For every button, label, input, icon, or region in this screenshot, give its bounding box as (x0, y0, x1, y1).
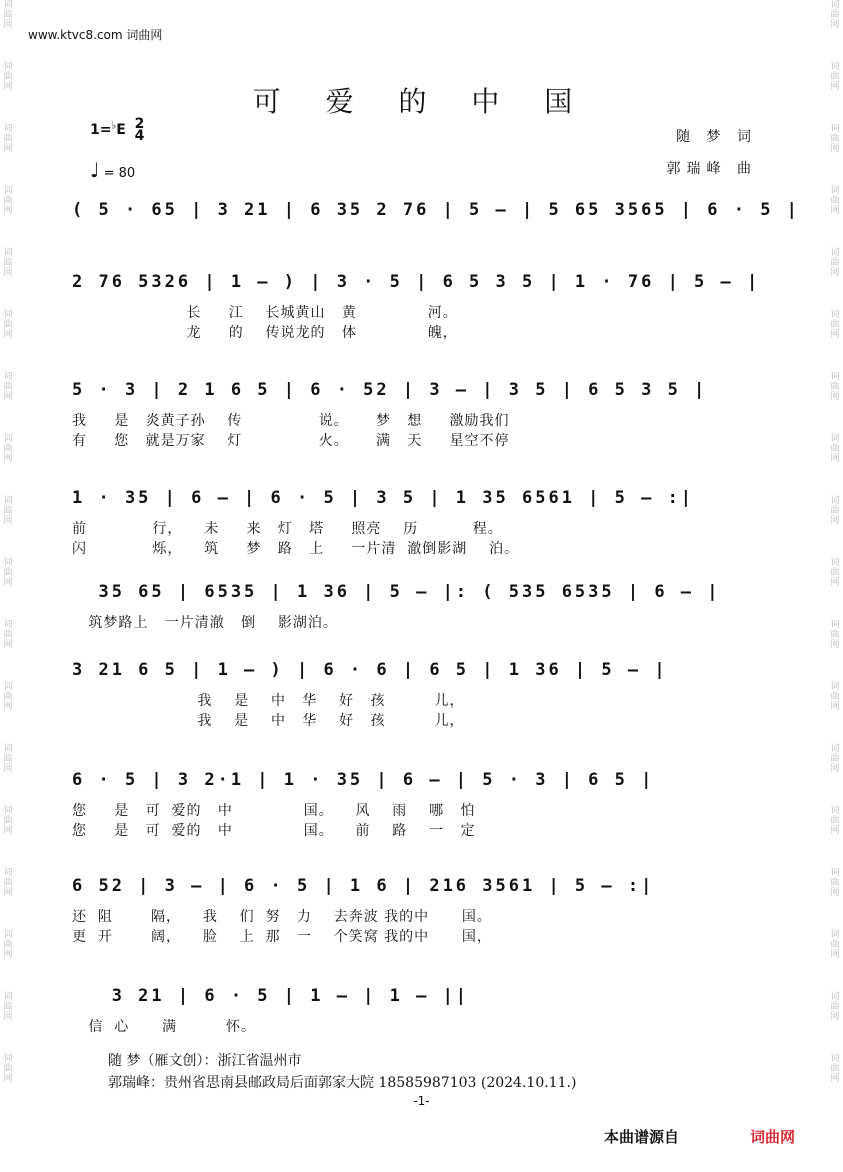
watermark-char: 词 (830, 930, 840, 940)
watermark-char: 曲 (3, 692, 13, 702)
watermark-char: 词 (830, 744, 840, 754)
watermark-char: 词 (830, 806, 840, 816)
watermark-char: 曲 (830, 754, 840, 764)
watermark-char: 词 (830, 248, 840, 258)
watermark-glyphs (829, 682, 841, 744)
watermark-char: 网 (3, 1074, 13, 1084)
watermark-char: 曲 (3, 940, 13, 950)
composer-credit: 郭瑞峰 曲 (666, 161, 757, 177)
watermark-glyphs (829, 992, 841, 1054)
watermark-char: 网 (3, 20, 13, 30)
watermark-char: 词 (3, 930, 13, 940)
notation-line: 6 · 5 | 3 2·1 | 1 · 35 | 6 – | 5 · 3 | 6 5 | (72, 770, 655, 790)
watermark-char: 曲 (830, 630, 840, 640)
watermark-char: 曲 (3, 1064, 13, 1074)
watermark-char: 曲 (830, 692, 840, 702)
source-site-link[interactable]: 词曲网 (750, 1128, 796, 1146)
watermark-char: 词 (3, 186, 13, 196)
watermark-char: 网 (3, 82, 13, 92)
watermark-glyphs (829, 930, 841, 992)
watermark-glyphs (829, 124, 841, 186)
song-title: 可 爱 的 中 国 (252, 85, 591, 118)
watermark-glyphs (829, 620, 841, 682)
watermark-char: 词 (830, 620, 840, 630)
watermark-char: 网 (3, 268, 13, 278)
key-signature (90, 118, 144, 142)
lyric-line: 我 是 中 华 好 孩 儿， (72, 693, 465, 709)
watermark-char: 曲 (830, 940, 840, 950)
time-signature (135, 118, 145, 142)
watermark-char: 网 (3, 392, 13, 402)
watermark-char: 曲 (3, 72, 13, 82)
watermark-char: 网 (3, 516, 13, 526)
watermark-char: 曲 (830, 878, 840, 888)
notation-line: 3 21 6 5 | 1 – ) | 6 · 6 | 6 5 | 1 36 | 5 – | (72, 660, 668, 680)
watermark-char: 曲 (3, 258, 13, 268)
lyric-line: 您 是 可 爱的 中 国。 风 雨 哪 怕 (72, 803, 476, 819)
lyric-line: 长 江 长城黄山 黄 河。 (72, 305, 458, 321)
watermark-char: 曲 (3, 444, 13, 454)
footer-line-1: 随 梦（雁文创）：浙江省温州市 (108, 1053, 302, 1069)
watermark-char: 词 (3, 558, 13, 568)
watermark-char: 曲 (3, 1002, 13, 1012)
watermark-char: 网 (830, 950, 840, 960)
watermark-char: 网 (830, 82, 840, 92)
lyric-line: 闪 烁， 筑 梦 路 上 一片清 澈倒影湖 泊。 (72, 541, 520, 557)
watermark-char: 网 (3, 950, 13, 960)
watermark-glyphs (829, 248, 841, 310)
page-number: -1- (413, 1094, 430, 1108)
watermark-char: 词 (3, 248, 13, 258)
watermark-char: 曲 (830, 506, 840, 516)
watermark-glyphs (829, 0, 841, 62)
watermark-char: 曲 (3, 196, 13, 206)
watermark-char: 词 (3, 682, 13, 692)
watermark-glyphs (2, 682, 14, 744)
watermark-char: 曲 (830, 568, 840, 578)
watermark-glyphs (829, 868, 841, 930)
lyric-line: 龙 的 传说龙的 体 魄， (72, 325, 458, 341)
watermark-char: 网 (3, 888, 13, 898)
lyric-line: 更 开 阔， 脸 上 那 一 个笑窝 我的中 国， (72, 929, 492, 945)
watermark-char: 词 (3, 434, 13, 444)
watermark-char: 网 (830, 20, 840, 30)
watermark-char: 曲 (3, 816, 13, 826)
watermark-char: 词 (3, 62, 13, 72)
watermark-char: 网 (830, 516, 840, 526)
watermark-char: 词 (3, 620, 13, 630)
watermark-glyphs (829, 372, 841, 434)
watermark-glyphs (829, 744, 841, 806)
watermark-glyphs (2, 744, 14, 806)
watermark-char: 网 (3, 578, 13, 588)
watermark-char: 曲 (3, 630, 13, 640)
watermark-char: 网 (830, 826, 840, 836)
footer-line-2: 郭瑞峰：贵州省思南县邮政局后面郭家大院 18585987103 (2024.10.11.) (108, 1075, 577, 1091)
watermark-char: 曲 (3, 878, 13, 888)
watermark-char: 词 (3, 806, 13, 816)
watermark-char: 曲 (830, 258, 840, 268)
watermark-char: 词 (3, 744, 13, 754)
watermark-char: 词 (830, 868, 840, 878)
watermark-char: 网 (3, 1012, 13, 1022)
lyric-line: 我 是 中 华 好 孩 儿， (72, 713, 465, 729)
watermark-char: 曲 (3, 568, 13, 578)
watermark-char: 曲 (830, 134, 840, 144)
watermark-char: 词 (3, 124, 13, 134)
notation-line: 6 52 | 3 – | 6 · 5 | 1 6 | 216 3561 | 5 – :| (72, 876, 655, 896)
notation-line: 1 · 35 | 6 – | 6 · 5 | 3 5 | 1 35 6561 | 5 – :| (72, 488, 695, 508)
watermark-char: 网 (830, 392, 840, 402)
watermark-char: 网 (830, 640, 840, 650)
watermark-char: 网 (830, 454, 840, 464)
watermark-char: 词 (830, 124, 840, 134)
watermark-glyphs (829, 186, 841, 248)
watermark-char: 网 (830, 206, 840, 216)
watermark-glyphs (829, 558, 841, 620)
key-note: E (116, 122, 126, 138)
watermark-char: 词 (830, 496, 840, 506)
watermark-char: 词 (830, 0, 840, 10)
time-unit: 4 (134, 128, 145, 144)
watermark-char: 网 (830, 1012, 840, 1022)
watermark-char: 曲 (830, 320, 840, 330)
notation-line: 35 65 | 6535 | 1 36 | 5 – |: ( 535 6535 | 6 – | (72, 582, 721, 602)
tempo-mark (90, 158, 135, 182)
watermark-char: 曲 (3, 10, 13, 20)
watermark-char: 网 (830, 144, 840, 154)
watermark-char: 曲 (3, 754, 13, 764)
source-label: 本曲谱源自 (604, 1128, 680, 1146)
watermark-char: 网 (3, 454, 13, 464)
watermark-char: 词 (3, 1054, 13, 1064)
watermark-char: 词 (830, 186, 840, 196)
key-label: 1= (90, 122, 112, 138)
side-watermark-left (2, 0, 14, 1116)
watermark-char: 网 (3, 826, 13, 836)
watermark-glyphs (829, 434, 841, 496)
watermark-char: 曲 (830, 1002, 840, 1012)
watermark-char: 网 (3, 144, 13, 154)
notation-line: ( 5 · 65 | 3 21 | 6 35 2 76 | 5 – | 5 65 3565 | 6 · 5 | (72, 200, 800, 220)
watermark-char: 网 (830, 268, 840, 278)
lyric-line: 我 是 炎黄子孙 传 说。 梦 想 激励我们 (72, 413, 510, 429)
watermark-glyphs (2, 372, 14, 434)
watermark-char: 词 (3, 372, 13, 382)
watermark-char: 网 (3, 330, 13, 340)
watermark-glyphs (829, 310, 841, 372)
watermark-glyphs (2, 868, 14, 930)
watermark-glyphs (2, 806, 14, 868)
watermark-glyphs (2, 0, 14, 62)
watermark-glyphs (2, 124, 14, 186)
quarter-note-icon: ♩ (90, 158, 100, 182)
watermark-char: 曲 (3, 134, 13, 144)
flat-symbol: ♭ (111, 120, 117, 132)
watermark-char: 网 (830, 888, 840, 898)
lyric-line: 筑梦路上 一片清澈 倒 影湖泊。 (72, 615, 338, 631)
watermark-char: 网 (3, 206, 13, 216)
watermark-glyphs (2, 558, 14, 620)
notation-line: 2 76 5326 | 1 – ) | 3 · 5 | 6 5 3 5 | 1 · 76 | 5 – | (72, 272, 761, 292)
watermark-char: 词 (830, 1054, 840, 1064)
watermark-glyphs (829, 806, 841, 868)
watermark-char: 词 (830, 682, 840, 692)
watermark-char: 网 (830, 764, 840, 774)
notation-line: 5 · 3 | 2 1 6 5 | 6 · 52 | 3 – | 3 5 | 6 5 3 5 | (72, 380, 708, 400)
watermark-char: 曲 (830, 196, 840, 206)
watermark-glyphs (2, 248, 14, 310)
watermark-glyphs (2, 186, 14, 248)
watermark-char: 曲 (3, 382, 13, 392)
lyricist-credit: 随 梦 词 (676, 129, 757, 145)
watermark-char: 网 (830, 330, 840, 340)
side-watermark-right (829, 0, 841, 1116)
watermark-glyphs (2, 620, 14, 682)
watermark-char: 词 (830, 310, 840, 320)
watermark-char: 网 (3, 640, 13, 650)
time-beats: 2 (134, 116, 145, 132)
watermark-glyphs (2, 310, 14, 372)
watermark-char: 词 (3, 0, 13, 10)
watermark-char: 网 (3, 764, 13, 774)
lyric-line: 前 行， 未 来 灯 塔 照亮 历 程。 (72, 521, 503, 537)
watermark-char: 曲 (830, 816, 840, 826)
lyric-line: 您 是 可 爱的 中 国。 前 路 一 定 (72, 823, 476, 839)
watermark-char: 词 (3, 992, 13, 1002)
lyric-line: 还 阻 隔， 我 们 努 力 去奔波 我的中 国。 (72, 909, 492, 925)
watermark-char: 网 (830, 1074, 840, 1084)
watermark-glyphs (2, 930, 14, 992)
watermark-glyphs (2, 496, 14, 558)
watermark-char: 网 (830, 702, 840, 712)
watermark-char: 曲 (3, 506, 13, 516)
watermark-char: 词 (830, 434, 840, 444)
watermark-char: 词 (830, 992, 840, 1002)
watermark-glyphs (2, 434, 14, 496)
watermark-char: 网 (830, 578, 840, 588)
watermark-glyphs (2, 992, 14, 1054)
watermark-char: 词 (830, 372, 840, 382)
watermark-char: 词 (3, 310, 13, 320)
notation-line: 3 21 | 6 · 5 | 1 – | 1 – || (72, 986, 470, 1006)
tempo-value: = 80 (103, 166, 136, 181)
watermark-char: 词 (3, 496, 13, 506)
watermark-char: 曲 (830, 72, 840, 82)
watermark-glyphs (829, 496, 841, 558)
watermark-char: 曲 (830, 382, 840, 392)
watermark-char: 网 (3, 702, 13, 712)
watermark-char: 曲 (830, 1064, 840, 1074)
watermark-char: 词 (830, 558, 840, 568)
lyric-line: 有 您 就是万家 灯 火。 满 天 星空不停 (72, 433, 510, 449)
watermark-char: 词 (3, 868, 13, 878)
site-header[interactable]: www.ktvc8.com 词曲网 (28, 28, 163, 42)
watermark-char: 曲 (830, 10, 840, 20)
lyric-line: 信 心 满 怀。 (72, 1019, 257, 1035)
watermark-char: 曲 (3, 320, 13, 330)
watermark-char: 词 (830, 62, 840, 72)
watermark-char: 曲 (830, 444, 840, 454)
